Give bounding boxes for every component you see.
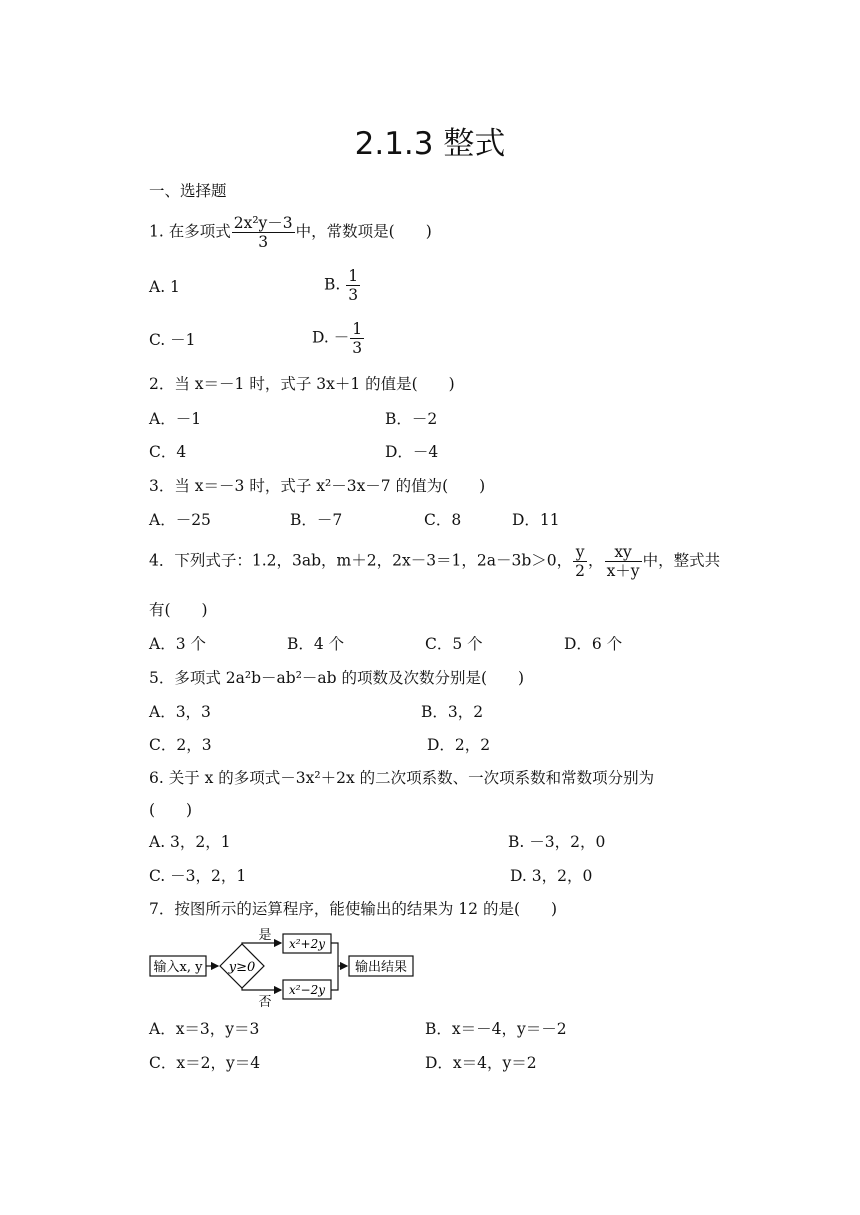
flowchart-condition-label: y≥0 [228, 960, 256, 975]
question-1-option-d-fraction [350, 320, 364, 357]
question-2-option-d[interactable]: D．－4 [385, 443, 439, 461]
question-4-option-c[interactable]: C．5 个 [425, 635, 483, 653]
question-1-option-b[interactable] [324, 267, 361, 304]
question-2-option-b[interactable]: B．－2 [385, 410, 438, 428]
question-4-stem [149, 543, 720, 580]
question-7-stem: 7．按图所示的运算程序，能使输出的结果为 12 的是( ) [149, 900, 558, 918]
question-7-option-c[interactable]: C．x＝2，y＝4 [149, 1054, 261, 1072]
question-4-stem-continued: 有( ) [149, 601, 208, 619]
question-4-fraction-1 [573, 543, 587, 580]
flowchart-yes-label: 是 [258, 928, 272, 943]
question-3-option-a[interactable]: A．－25 [149, 511, 211, 529]
question-4-fraction-2-numerator: xy [605, 543, 642, 562]
question-4-stem-end: 中，整式共 [642, 551, 721, 570]
question-4-fraction-2-denominator: x＋y [606, 562, 640, 580]
flowchart-no-expression: x²−2y [288, 983, 326, 997]
question-1-option-d[interactable] [312, 320, 365, 357]
question-6-option-c[interactable]: C. －3，2，1 [149, 867, 247, 885]
question-1-option-d-numerator: 1 [352, 320, 363, 338]
question-1-option-b-denominator: 3 [348, 286, 359, 304]
question-7-option-b[interactable]: B．x＝－4，y＝－2 [425, 1020, 567, 1038]
question-2-option-c[interactable]: C．4 [149, 443, 187, 461]
question-2-option-a[interactable]: A．－1 [149, 410, 202, 428]
flowchart-input-label: 输入x, y [153, 960, 203, 975]
question-6-option-b[interactable]: B. －3，2，0 [508, 833, 606, 851]
question-4-option-a[interactable]: A．3 个 [149, 635, 206, 653]
flowchart-arrow-no [242, 988, 281, 990]
question-7-option-a[interactable]: A．x＝3，y＝3 [149, 1020, 260, 1038]
question-4-fraction-1-numerator: y [573, 543, 587, 562]
question-5-option-c[interactable]: C．2，3 [149, 736, 212, 754]
flowchart-arrow-yes [242, 943, 281, 944]
section-heading: 一、选择题 [149, 182, 227, 200]
question-1-option-a[interactable]: A. 1 [149, 278, 180, 296]
question-5-option-d[interactable]: D．2，2 [427, 736, 491, 754]
page-title: 2.1.3 整式 [354, 126, 506, 162]
flowchart-yes-expression: x²+2y [288, 937, 326, 951]
question-4-option-b[interactable]: B．4 个 [287, 635, 345, 653]
flowchart-no-label: 否 [258, 995, 272, 1010]
question-1-option-b-numerator: 1 [348, 267, 359, 285]
question-1-fraction-denominator: 3 [258, 233, 269, 251]
question-3-option-b[interactable]: B．－7 [290, 511, 343, 529]
question-1-fraction-numerator: 2x²y－3 [233, 214, 293, 232]
question-6-stem: 6. 关于 x 的多项式－3x²＋2x 的二次项系数、一次项系数和常数项分别为 [149, 769, 655, 787]
question-1-option-b-prefix: B. [324, 275, 341, 294]
question-5-option-a[interactable]: A．3，3 [149, 703, 211, 721]
question-4-option-d[interactable]: D．6 个 [564, 635, 623, 653]
question-1-stem [149, 214, 432, 251]
flowchart-merge-line [331, 943, 338, 990]
question-3-option-d[interactable]: D．11 [512, 511, 560, 529]
question-4-fraction-1-denominator: 2 [575, 562, 586, 580]
question-3-option-c[interactable]: C．8 [424, 511, 462, 529]
question-1-stem-end: 中，常数项是( ) [295, 222, 432, 241]
question-5-option-b[interactable]: B．3，2 [421, 703, 484, 721]
question-1-stem-start: 1. 在多项式 [149, 222, 231, 241]
question-4-separator: ， [588, 551, 604, 570]
question-1-option-b-fraction [346, 267, 360, 304]
flowchart-diagram [148, 928, 418, 1010]
question-1-option-d-prefix: D. － [312, 328, 350, 347]
question-6-stem-continued: ( ) [149, 801, 193, 819]
flowchart-output-label: 输出结果 [354, 960, 408, 975]
question-6-option-d[interactable]: D. 3，2，0 [510, 867, 593, 885]
question-2-stem: 2．当 x＝－1 时，式子 3x＋1 的值是( ) [149, 375, 455, 393]
question-6-option-a[interactable]: A. 3，2，1 [149, 833, 231, 851]
question-1-fraction [232, 214, 295, 251]
question-5-stem: 5．多项式 2a²b－ab²－ab 的项数及次数分别是( ) [149, 669, 525, 687]
question-3-stem: 3．当 x＝－3 时，式子 x²－3x－7 的值为( ) [149, 477, 486, 495]
question-1-option-d-denominator: 3 [352, 339, 363, 357]
question-4-stem-start: 4．下列式子：1.2，3ab，m＋2，2x－3＝1，2a－3b＞0， [149, 551, 573, 570]
question-1-option-c[interactable]: C. －1 [149, 331, 196, 349]
question-7-option-d[interactable]: D．x＝4，y＝2 [425, 1054, 537, 1072]
question-4-fraction-2 [605, 543, 642, 580]
